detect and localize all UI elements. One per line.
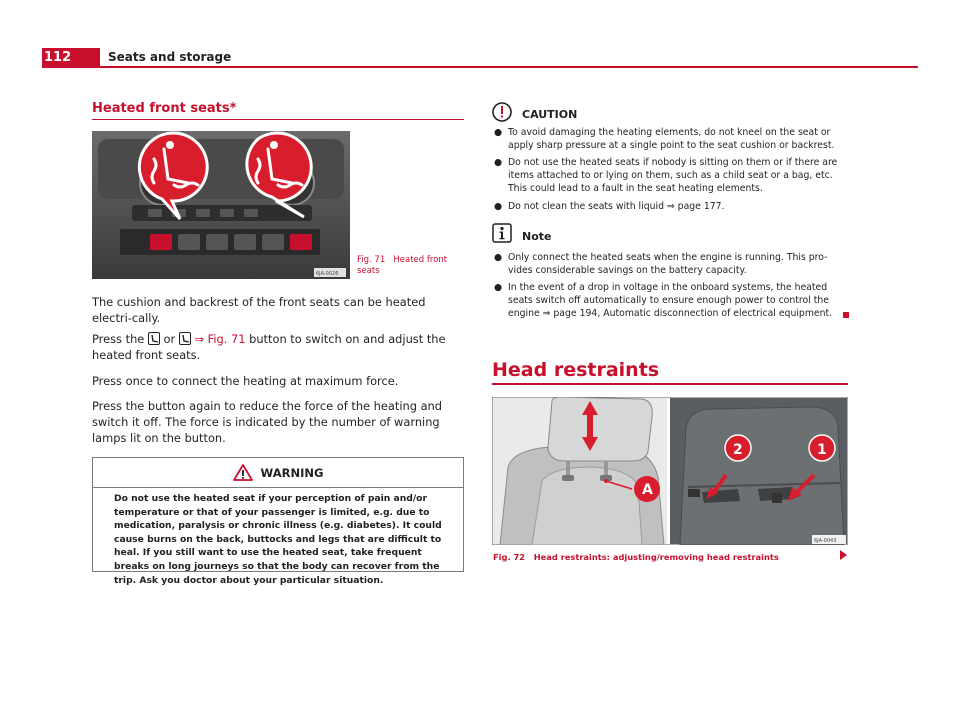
figure-caption (357, 255, 457, 277)
figure-label: Fig. 72 (493, 552, 526, 562)
para2-post: button to switch on and adjust the heated front seats. (92, 332, 446, 362)
warning-title: WARNING (260, 465, 324, 480)
callout-1: 1 (817, 442, 827, 458)
continue-arrow-icon (840, 550, 847, 560)
paragraph-press-once: Press once to connect the heating at maximum force. (92, 374, 399, 388)
callout-a: A (642, 482, 653, 498)
heated-seats-figure (92, 131, 350, 279)
caution-item-text: To avoid damaging the heating elements, do not kneel on the seat or apply sharp pressure at a single point to the seat cushion or backrest. (508, 127, 835, 152)
section-end-marker (843, 312, 849, 318)
page-number: 112 (42, 48, 100, 68)
warning-triangle-icon (233, 464, 253, 481)
warning-header (93, 458, 463, 488)
para2-pre: Press the (92, 332, 145, 346)
note-item-text: Only connect the heated seats when the engine is running. This pro-vides considerable savings on the battery capacity. (508, 252, 828, 277)
head-restraints-figure (492, 397, 848, 545)
head-restraints-rule (492, 383, 848, 385)
caution-item: ● Do not use the heated seats if nobody is sitting on them or if there are items attached to or lying on them, such as a child seat or a bag, etc. This could lead to a fault in the seat heating elements. (494, 156, 850, 196)
figure-code: 6JA-0026 (316, 271, 339, 277)
figure-caption-text: Head restraints: adjusting/removing head restraints (533, 552, 779, 562)
note-item-text: In the event of a drop in voltage in the onboard systems, the heated seats switch off automatically to ensure enough power to control the engine ⇒ page 194, Automatic disconnection of electrical equipment. (508, 282, 833, 320)
fig71-reference[interactable]: ⇒ Fig. 71 (194, 332, 246, 346)
caution-title: CAUTION (522, 108, 578, 121)
figure-label: Fig. 71 (357, 255, 386, 265)
caution-item: ● To avoid damaging the heating elements, do not kneel on the seat or apply sharp pressure at a single point to the seat cushion or backrest. (494, 126, 850, 152)
figure-caption-text: Heated front seats (357, 255, 448, 276)
seat-heat-left-icon (148, 332, 160, 345)
caution-exclamation-icon (492, 102, 512, 122)
caution-item-text: Do not clean the seats with liquid ⇒ page 177. (508, 201, 725, 212)
paragraph-press-again: Press the button again to reduce the force of the heating and switch it off. The force is indicated by the number of warning lamps lit on the button. (92, 399, 443, 445)
caution-header (492, 102, 577, 122)
caution-item: ● Do not clean the seats with liquid ⇒ page 177. (494, 200, 850, 213)
head-restraints-heading: Head restraints (492, 359, 660, 381)
section-title: Seats and storage (108, 50, 232, 64)
note-info-icon (492, 223, 512, 243)
note-title: Note (522, 230, 552, 243)
callout-2: 2 (733, 442, 743, 458)
seat-heat-right-icon (179, 332, 191, 345)
warning-box (92, 457, 464, 586)
note-header (492, 223, 551, 243)
note-item: ● Only connect the heated seats when the engine is running. This pro-vides considerable savings on the battery capacity. (494, 251, 850, 277)
heated-seats-heading: Heated front seats* (92, 101, 237, 116)
para2-or: or (163, 332, 176, 346)
figure-code: 6JA-0043 (814, 538, 837, 544)
caution-item-text: Do not use the heated seats if nobody is sitting on them or if there are items attached to or lying on them, such as a child seat or a bag, etc. This could lead to a fault in the seat heating elements. (508, 157, 838, 195)
note-item: ● In the event of a drop in voltage in the onboard systems, the heated seats switch off automatically to ensure enough power to control the engine ⇒ page 194, Automatic disconnection of electrical equipment. (494, 281, 850, 321)
header-rule (100, 66, 918, 68)
paragraph-press-button (92, 331, 464, 363)
heading-rule (92, 119, 464, 120)
figure-caption (493, 552, 779, 562)
paragraph-heating-intro: The cushion and backrest of the front seats can be heated electri-cally. (92, 295, 426, 325)
warning-text: Do not use the heated seat if your perception of pain and/or temperature or that of your passenger is limited, e.g. due to medication, paralysis or chronic illness (e.g. diabetes). It could cause burns on the back, buttocks and legs that are difficult to heal. If you still want to use the heated seat, take frequent breaks on long journeys so that the body can recover from the trip. Ask you doctor about your particular situation. (114, 493, 442, 586)
